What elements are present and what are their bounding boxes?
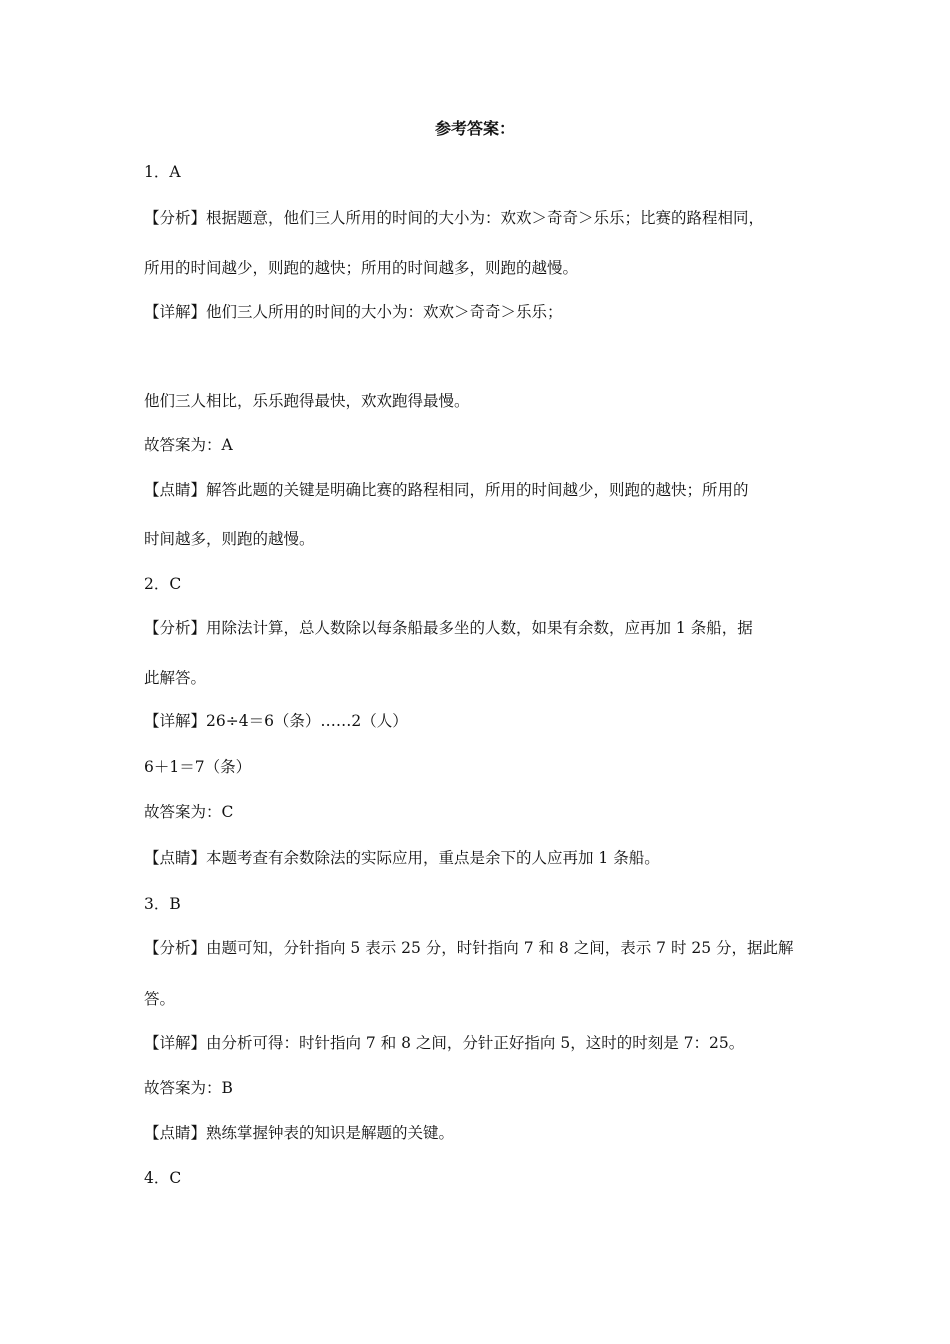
answer-3-analysis-line-1: 【分析】由题可知，分针指向 5 表示 25 分，时针指向 7 和 8 之间，表示 7 时 25 分，据此解 (144, 939, 794, 957)
answer-1-comment-line-1: 【点睛】解答此题的关键是明确比赛的路程相同，所用的时间越少，则跑的越快；所用的 (144, 481, 749, 499)
answer-3-result: 故答案为：B (144, 1079, 233, 1097)
answer-1-detail: 【详解】他们三人所用的时间的大小为：欢欢＞奇奇＞乐乐； (144, 303, 563, 321)
answer-2-comment: 【点睛】本题考查有余数除法的实际应用，重点是余下的人应再加 1 条船。 (144, 849, 660, 867)
answer-2-analysis-line-2: 此解答。 (144, 669, 207, 687)
answer-2-analysis-line-1: 【分析】用除法计算，总人数除以每条船最多坐的人数，如果有余数，应再加 1 条船，据 (144, 619, 753, 637)
answer-1-analysis-line-1: 【分析】根据题意，他们三人所用的时间的大小为：欢欢＞奇奇＞乐乐；比赛的路程相同， (144, 209, 765, 227)
answer-2-result: 故答案为：C (144, 803, 234, 821)
answer-2-detail-step: 6＋1＝7（条） (144, 758, 252, 776)
answer-3-analysis-line-2: 答。 (144, 990, 176, 1008)
answer-1-heading: 1．A (144, 163, 181, 181)
answer-1-comment-line-2: 时间越多，则跑的越慢。 (144, 530, 315, 548)
answer-3-detail: 【详解】由分析可得：时针指向 7 和 8 之间，分针正好指向 5，这时的时刻是 7：25。 (144, 1034, 745, 1052)
answer-1-analysis-line-2: 所用的时间越少，则跑的越快；所用的时间越多，则跑的越慢。 (144, 259, 579, 277)
answer-4-heading: 4．C (144, 1169, 182, 1187)
answer-1-result: 故答案为：A (144, 436, 233, 454)
answer-3-comment: 【点睛】熟练掌握钟表的知识是解题的关键。 (144, 1124, 455, 1142)
answer-1-detail-conclusion: 他们三人相比，乐乐跑得最快，欢欢跑得最慢。 (144, 392, 470, 410)
answer-3-heading: 3．B (144, 895, 181, 913)
page-title: 参考答案： (434, 119, 515, 138)
answer-2-detail: 【详解】26÷4＝6（条）……2（人） (144, 712, 408, 730)
answer-2-heading: 2．C (144, 575, 182, 593)
